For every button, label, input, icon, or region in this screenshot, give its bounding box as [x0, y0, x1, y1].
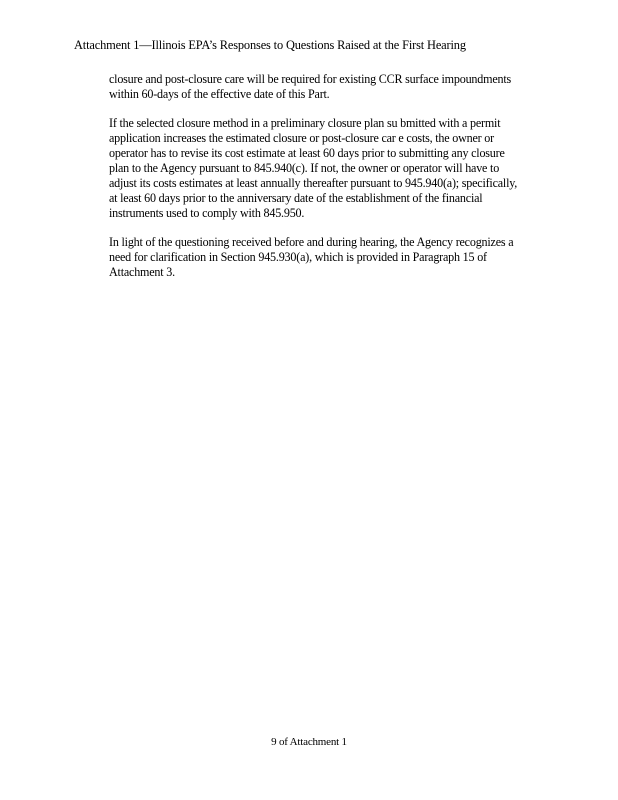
text-line: Attachment 3. — [109, 265, 175, 279]
text-line: instruments used to comply with 845.950. — [109, 206, 305, 220]
text-line: plan to the Agency pursuant to 845.940(c). If not, the owner or operator will have to — [109, 161, 500, 175]
paragraph-closure-timing — [109, 72, 549, 102]
text-line: application increases the estimated closure or post-closure car e costs, the owner or — [109, 131, 494, 145]
text-line: In light of the questioning received before and during hearing, the Agency recognizes a — [109, 235, 514, 249]
text-line: If the selected closure method in a preliminary closure plan su bmitted with a permit — [109, 116, 501, 130]
page-header: Attachment 1—Illinois EPA’s Responses to Questions Raised at the First Hearing — [74, 38, 466, 52]
text-line: closure and post-closure care will be required for existing CCR surface impoundments — [109, 72, 511, 86]
text-line: adjust its costs estimates at least annually thereafter pursuant to 945.940(a); specifically, — [109, 176, 518, 190]
text-line: operator has to revise its cost estimate at least 60 days prior to submitting any closure — [109, 146, 505, 160]
text-line: at least 60 days prior to the anniversary date of the establishment of the financial — [109, 191, 483, 205]
page-footer: 9 of Attachment 1 — [271, 736, 347, 748]
body-text — [109, 72, 549, 294]
paragraph-cost-estimate — [109, 116, 549, 221]
text-line: need for clarification in Section 945.930(a), which is provided in Paragraph 15 of — [109, 250, 487, 264]
text-line: within 60-days of the effective date of this Part. — [109, 87, 330, 101]
paragraph-clarification — [109, 235, 549, 280]
